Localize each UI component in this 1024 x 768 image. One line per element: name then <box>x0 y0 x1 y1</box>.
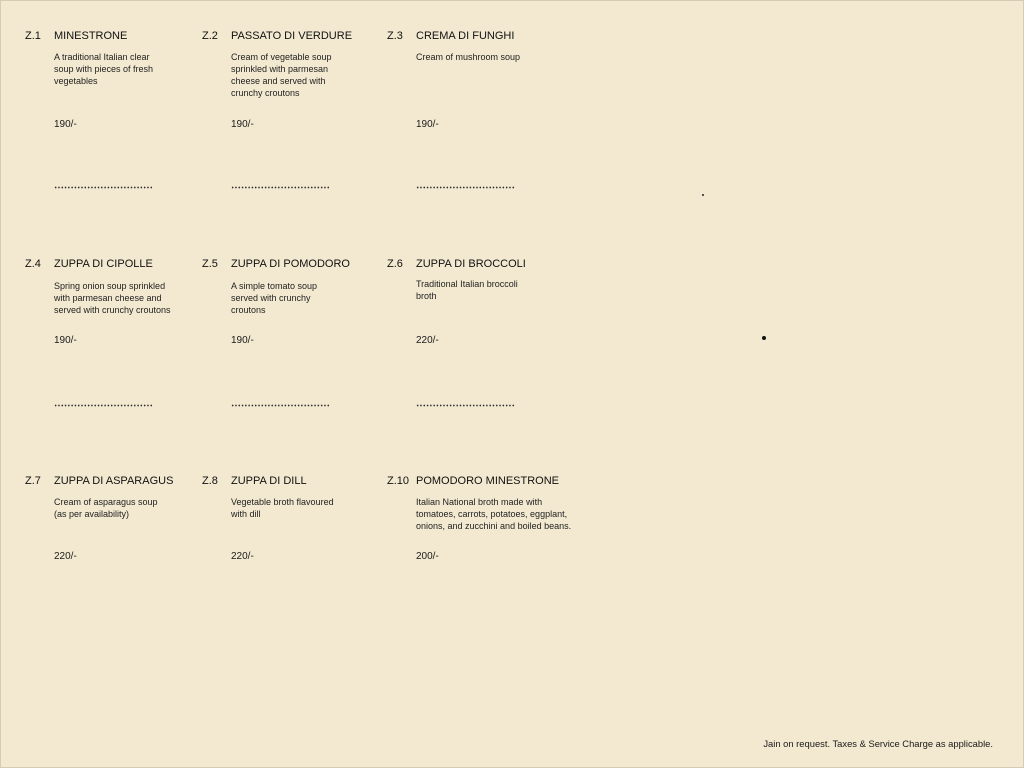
item-name: MINESTRONE <box>54 30 128 42</box>
item-price: 200/- <box>416 551 439 562</box>
description-line: A traditional Italian clear <box>54 52 150 62</box>
item-description <box>231 496 334 520</box>
description-line: Italian National broth made with <box>416 497 543 507</box>
item-price: 190/- <box>231 119 254 130</box>
menu-item-z3 <box>387 29 562 229</box>
item-code: Z.3 <box>387 30 403 42</box>
item-price: 220/- <box>54 551 77 562</box>
item-code: Z.7 <box>25 475 41 487</box>
menu-item-z5 <box>202 257 377 457</box>
description-line: Cream of asparagus soup <box>54 497 158 507</box>
print-speck <box>762 336 766 340</box>
quantity-dotted-line <box>416 404 515 407</box>
description-line: sprinkled with parmesan <box>231 64 329 74</box>
item-name: POMODORO MINESTRONE <box>416 475 560 487</box>
quantity-dotted-line <box>231 404 330 407</box>
item-name: ZUPPA DI POMODORO <box>231 258 350 270</box>
quantity-dotted-line <box>54 404 153 407</box>
print-speck <box>702 194 704 196</box>
item-description <box>231 280 317 316</box>
quantity-dotted-line <box>416 186 515 189</box>
description-line: A simple tomato soup <box>231 281 318 291</box>
item-code: Z.6 <box>387 258 403 270</box>
description-line: with parmesan cheese and <box>54 293 162 303</box>
item-description <box>416 278 518 302</box>
menu-item-z10 <box>387 474 572 674</box>
menu-item-z4 <box>25 257 200 457</box>
quantity-dotted-line <box>54 186 153 189</box>
item-description <box>231 51 332 99</box>
item-price: 190/- <box>54 119 77 130</box>
menu-item-z1 <box>25 29 200 229</box>
description-line: croutons <box>231 305 266 315</box>
item-code: Z.2 <box>202 30 218 42</box>
item-price: 220/- <box>231 551 254 562</box>
item-name: CREMA DI FUNGHI <box>416 30 515 42</box>
description-line: broth <box>416 291 437 301</box>
menu-item-z8 <box>202 474 377 674</box>
item-price: 190/- <box>54 335 77 346</box>
item-code: Z.5 <box>202 258 218 270</box>
description-line: Cream of vegetable soup <box>231 52 332 62</box>
item-price: 190/- <box>416 119 439 130</box>
item-code: Z.8 <box>202 475 218 487</box>
menu-item-z6 <box>387 257 562 457</box>
item-name: ZUPPA DI DILL <box>231 475 307 487</box>
description-line: vegetables <box>54 76 98 86</box>
description-line: onions, and zucchini and boiled beans. <box>416 521 572 531</box>
description-line: soup with pieces of fresh <box>54 64 154 74</box>
item-name: PASSATO DI VERDURE <box>231 30 353 42</box>
description-line: crunchy croutons <box>231 88 300 98</box>
item-name: ZUPPA DI CIPOLLE <box>54 258 153 270</box>
footer-note: Jain on request. Taxes & Service Charge as applicable. <box>763 738 993 749</box>
item-price: 190/- <box>231 335 254 346</box>
menu-item-z2 <box>202 29 377 229</box>
description-line: with dill <box>231 509 261 519</box>
description-line: cheese and served with <box>231 76 326 86</box>
item-price: 220/- <box>416 335 439 346</box>
item-description <box>416 51 520 63</box>
item-description <box>54 496 158 520</box>
menu-item-z7 <box>25 474 200 674</box>
item-description <box>54 280 171 316</box>
item-name: ZUPPA DI BROCCOLI <box>416 258 526 270</box>
description-line: Spring onion soup sprinkled <box>54 281 166 291</box>
item-description <box>54 51 153 87</box>
item-description <box>416 496 571 532</box>
item-code: Z.10 <box>387 475 410 487</box>
description-line: served with crunchy croutons <box>54 305 171 315</box>
item-code: Z.4 <box>25 258 41 270</box>
item-code: Z.1 <box>25 30 41 42</box>
quantity-dotted-line <box>231 186 330 189</box>
description-line: (as per availability) <box>54 509 130 519</box>
description-line: Traditional Italian broccoli <box>416 279 518 289</box>
description-line: Vegetable broth flavoured <box>231 497 334 507</box>
description-line: served with crunchy <box>231 293 311 303</box>
description-line: tomatoes, carrots, potatoes, eggplant, <box>416 509 568 519</box>
description-line: Cream of mushroom soup <box>416 52 521 62</box>
item-name: ZUPPA DI ASPARAGUS <box>54 475 174 487</box>
